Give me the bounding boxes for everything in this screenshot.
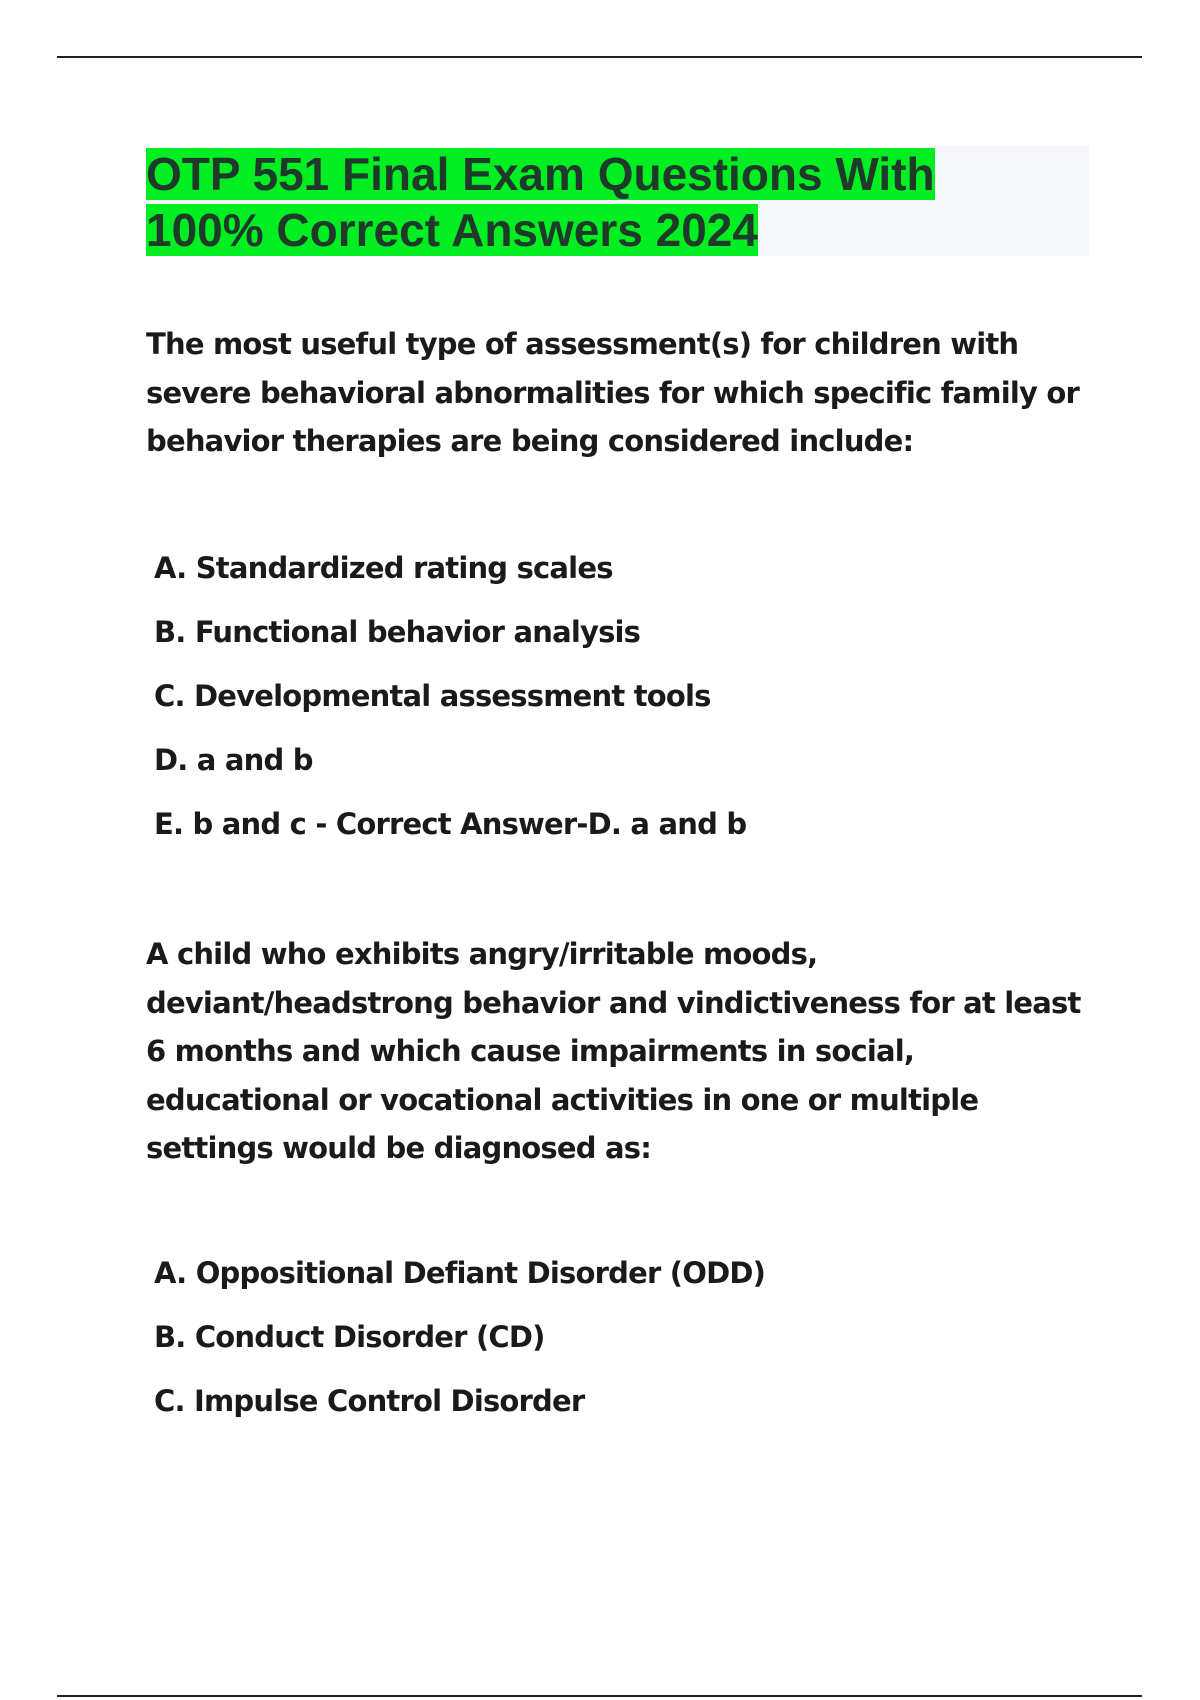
top-divider [57,56,1142,58]
question-2-option-a: A. Oppositional Defiant Disorder (ODD) [154,1256,766,1290]
question-1-prompt: The most useful type of assessment(s) for children with severe behavioral abnormalities for which specific family or behavior therapies are being considered include: [146,327,1080,458]
question-2-prompt: A child who exhibits angry/irritable moods, deviant/headstrong behavior and vindictiveness for at least 6 months and which cause impairments in social, educational or vocational activities in one or multiple settings would be diagnosed as: [146,937,1081,1165]
title-line-2: 100% Correct Answers 2024 [146,204,758,256]
question-1-option-e-with-answer: E. b and c - Correct Answer-D. a and b [154,807,747,841]
question-1-option-d: D. a and b [154,743,313,777]
title-line-1: OTP 551 Final Exam Questions With [146,148,935,200]
question-1-options [154,536,1094,856]
question-2-options [154,1241,1094,1433]
question-1-option-a: A. Standardized rating scales [154,551,613,585]
page-title [146,146,1089,258]
question-2-option-b: B. Conduct Disorder (CD) [154,1320,545,1354]
bottom-divider [57,1695,1142,1697]
question-2-option-c: C. Impulse Control Disorder [154,1384,585,1418]
question-1-option-c: C. Developmental assessment tools [154,679,711,713]
question-1-option-b: B. Functional behavior analysis [154,615,641,649]
title-block [146,146,1089,256]
